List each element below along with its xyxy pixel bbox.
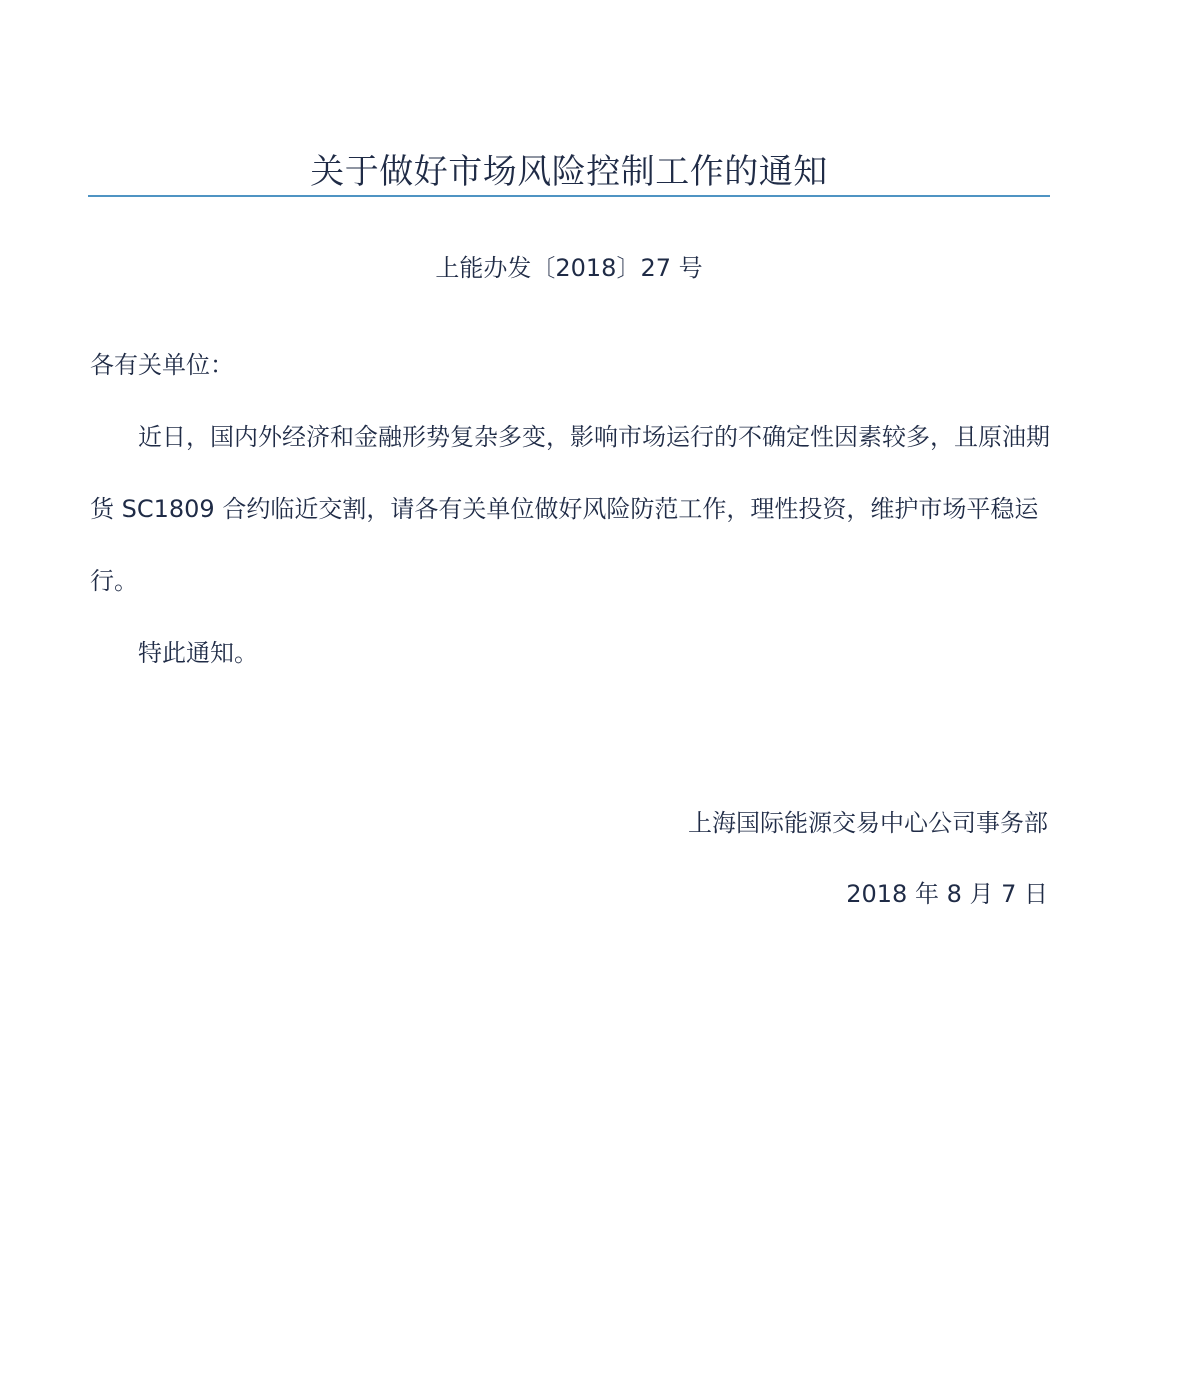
title-underline: [88, 195, 1050, 197]
document-title: 关于做好市场风险控制工作的通知: [310, 152, 828, 192]
issuer-signature: 上海国际能源交易中心公司事务部: [688, 809, 1048, 837]
salutation: 各有关单位：: [90, 351, 234, 379]
document-body: [90, 329, 1054, 689]
body-paragraph-main: 近日，国内外经济和金融形势复杂多变，影响市场运行的不确定性因素较多，且原油期货 SC1809 合约临近交割，请各有关单位做好风险防范工作，理性投资，维护市场平稳运行。: [90, 423, 1050, 595]
document-number: 上能办发〔2018〕27 号: [435, 254, 703, 282]
issue-date: 2018 年 8 月 7 日: [846, 880, 1048, 908]
body-paragraph-closing: 特此通知。: [138, 639, 258, 667]
